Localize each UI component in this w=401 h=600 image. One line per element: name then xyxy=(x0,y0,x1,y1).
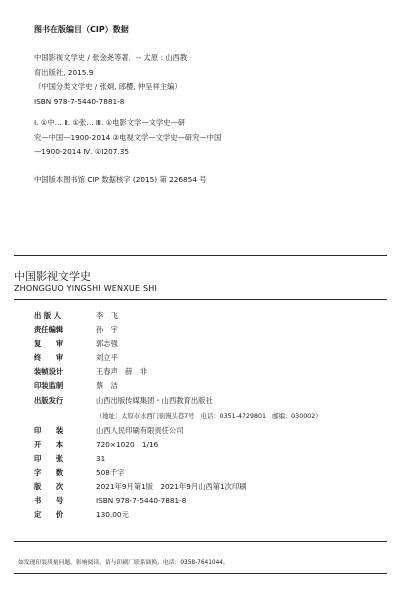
book-title: 中国影视文学史 xyxy=(14,270,91,283)
credit-value: 508千字 xyxy=(96,468,125,477)
credit-label: 书 号 xyxy=(34,496,64,505)
credit-label: 定 价 xyxy=(34,510,64,519)
cip-title: 图书在版编目（CIP）数据 xyxy=(34,25,129,34)
credit-value: 蔡 洁 xyxy=(96,381,118,390)
credit-value: 李 飞 xyxy=(96,311,118,320)
credit-label: 字 数 xyxy=(34,468,64,477)
credit-label: 印 装 xyxy=(34,426,64,435)
credit-value: 孙 宇 xyxy=(96,325,118,334)
credit-value: 郭志强 xyxy=(96,339,118,348)
credit-label: 开 本 xyxy=(34,440,64,449)
credit-value: 2021年9月第1版 2021年9月山西第1次印刷 xyxy=(96,482,247,491)
cip-number: 中国版本图书馆 CIP 数据核字 (2015) 第 226854 号 xyxy=(34,175,207,184)
credit-label: 责任编辑 xyxy=(34,325,64,334)
cip-line: —1900-2014 Ⅳ. ①I207.35 xyxy=(34,147,129,156)
credit-value: 山西出版传媒集团・山西教育出版社 xyxy=(96,396,213,405)
credit-label: 复 审 xyxy=(34,339,64,348)
divider-footer xyxy=(14,573,387,574)
cip-line: 育出版社, 2015.9 xyxy=(34,68,94,77)
credit-label: 出 版 人 xyxy=(34,311,61,320)
credit-label: 印装监制 xyxy=(34,381,64,390)
credit-value: 王春声 薛 非 xyxy=(96,367,148,376)
divider-middle xyxy=(14,299,387,300)
cip-line: ISBN 978-7-5440-7881-8 xyxy=(34,97,125,106)
credit-value: 山西人民印刷有限责任公司 xyxy=(96,426,184,435)
cip-line: 究—中国—1900-2014 ②电视文学—文学史—研究—中国 xyxy=(34,133,222,142)
divider-bottom xyxy=(14,541,387,542)
divider-top xyxy=(14,255,387,256)
credit-label: 装帧设计 xyxy=(34,367,64,376)
book-pinyin: ZHONGGUO YINGSHI WENXUE SHI xyxy=(14,284,158,293)
credit-label: 终 审 xyxy=(34,353,64,362)
credit-label: 版 次 xyxy=(34,482,64,491)
credit-label: 印 张 xyxy=(34,454,64,463)
credit-value: ISBN 978-7-5440-7881-8 xyxy=(96,496,187,505)
credit-value: 刘立平 xyxy=(96,353,118,362)
footer-note: 如发现印装质量问题，影响阅读，请与印刷厂联系调换。电话：0358-7641044。 xyxy=(18,560,229,566)
credit-value: 31 xyxy=(96,454,106,463)
cip-line: 中国影视文学史 / 张金尧等著．-- 太原 : 山西教 xyxy=(34,53,188,62)
credit-value: 130.00元 xyxy=(96,510,129,519)
credit-value: 720×1020 1/16 xyxy=(96,440,159,449)
publisher-address: （地址：太原市水西门街馒头巷7号 电话：0351-4729801 邮编：030002） xyxy=(96,413,322,420)
cip-line: Ⅰ. ①中… Ⅱ. ①张… Ⅲ. ①电影文学—文学史—研 xyxy=(34,118,186,127)
credit-label: 出版发行 xyxy=(34,396,64,405)
cip-line: （中国分类文学史 / 张炯, 郎樱, 仲呈祥主编） xyxy=(34,82,182,91)
